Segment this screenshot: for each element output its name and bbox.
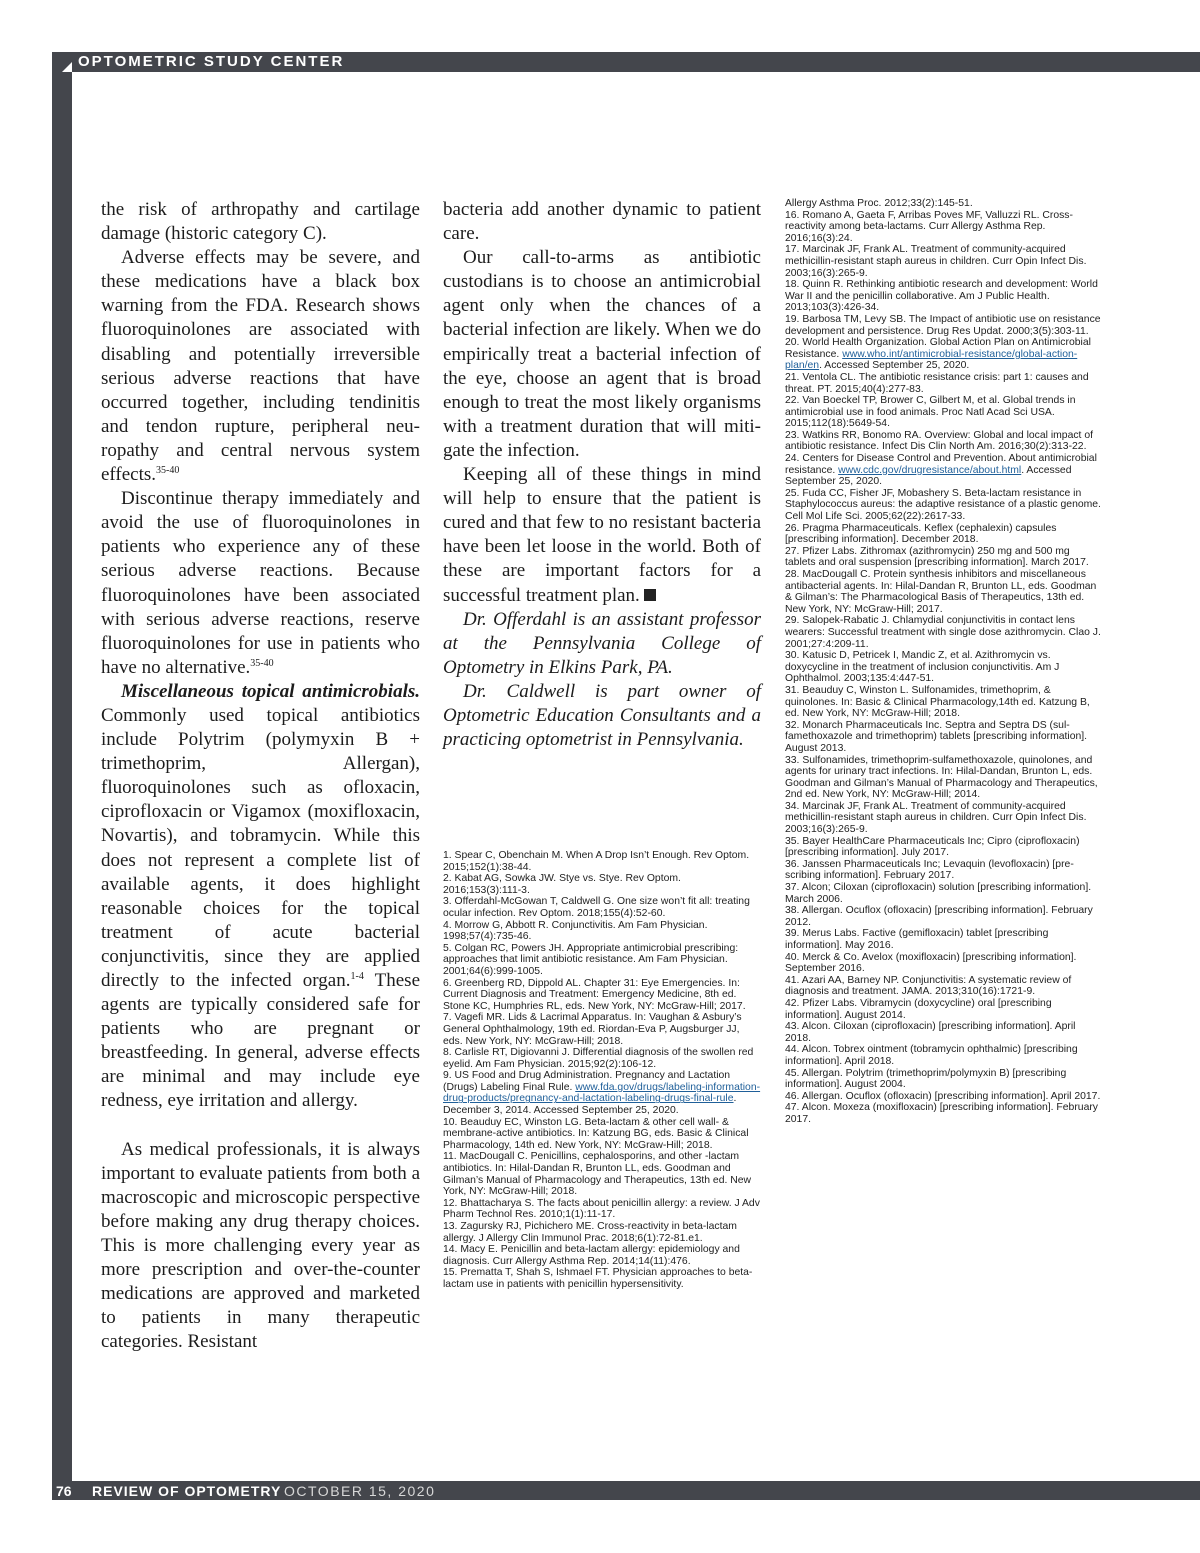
reference-item: 36. Janssen Pharmaceuticals Inc; Levaquin (levofloxacin) [prescribing information]. February 2017. [785, 858, 1074, 882]
reference-item: 44. Alcon. Tobrex ointment (tobramycin ophthalmic) [prescribing information]. April 2018. [785, 1044, 1078, 1067]
reference-item: 1. Spear C, Obenchain M. When A Drop Isn’t Enough. Rev Optom. 2015;152(1):38-44. [443, 850, 750, 873]
reference-link[interactable]: www.fda.gov/drugs/labeling-information-drug-products/pregnancy-and-lactation-labeling-drugs-final-rule [443, 1081, 761, 1105]
paragraph: bacteria add another dynamic to patient care. [443, 199, 761, 245]
reference-link[interactable]: www.who.int/antimicrobial-resistance/global-action-plan/en [785, 348, 1078, 372]
reference-item: 34. Marcinak JF, Frank AL. Treatment of community-acquired methicillin-resistant staph aureus in children. Curr Opin Infect Dis. 2003;16(3):265-9. [785, 800, 1087, 836]
reference-item: 22. Van Boeckel TP, Brower C, Gilbert M, et al. Global trends in antimicrobial use in food animals. Proc Natl Acad Sci USA. 2015;112(18):5649-54. [785, 395, 1076, 430]
reference-item: 8. Carlisle RT, Digiovanni J. Differential diagnosis of the swollen red eyelid. Am Fam Physician. 2015;92(2):106-12. [443, 1047, 754, 1070]
reference-item: 15. Prematta T, Shah S, Ishmael FT. Physician approaches to beta-lactam use in patients with penicillin hypersensitivity. [443, 1267, 753, 1290]
reference-item: 6. Greenberg RD, Dippold AL. Chapter 31: Eye Emergencies. In: Current Diagnosis and Treatment: Emergency Medicine, 8th ed. Stone KC, Humphries RL, eds. New York, NY: McGraw-Hill; 2017. [443, 977, 746, 1012]
reference-item: 14. Macy E. Penicillin and beta-lactam allergy: epidemiology and diagnosis. Curr Allergy Asthma Rep. 2014;14(11):476. [443, 1244, 740, 1267]
end-mark-icon [644, 589, 656, 601]
reference-item: 13. Zagursky RJ, Pichichero ME. Cross-reactivity in beta-lactam allergy. J Allergy Clin Immunol Prac. 2018;6(1):72-81.e1. [443, 1221, 737, 1244]
reference-item: 28. MacDougall C. Protein synthesis inhibitors and miscellaneous antibacterial agents. In: Hilal-Dandan R, Brunton LL, eds. Goodman & Gilman’s: The Pharmacological Basis of Therapeutics, 13th ed. New York, NY: McGraw-Hill; 2017. [785, 569, 1097, 615]
paragraph: Keeping all of these things in mind will help to ensure that the patient is cured and that few to no resistant bacteria have been let loose in the world. Both of these are important factors for a successful treatment plan. [443, 464, 761, 606]
side-bar [52, 52, 72, 1500]
author-bio: Dr. Caldwell is part owner of Optometric Education Consultants and a practicing optometrist in Pennsylvania. [443, 680, 761, 751]
paragraph: Discontinue therapy immediately and avoid the use of fluoroquinolones in patients who experience any of these serious adverse reactions. Because fluoroquinolones have been associated with serious adverse reactions, reserve fluoroquinolones for use in patients who have no alternative.$^{35-40}$ [101, 488, 420, 678]
reference-item: 41. Azari AA, Barney NP. Conjunctivitis: A systematic review of diagnosis and treatment. JAMA. 2013;310(16):1721-9. [785, 974, 1072, 998]
citation: 35-40 [250, 657, 274, 669]
reference-item: 10. Beauduy EC, Winston LG. Beta-lactam & other cell wall- & membrane-active antibiotics. In: Katzung BG, eds. Basic & Clinical Pharmacology, 14th ed. New York, NY: McGraw-Hill; 2018. [443, 1116, 749, 1151]
author-bio: Dr. Offerdahl is an assistant professor at the Pennsylvania College of Optometry in Elkins Park, PA. [443, 608, 761, 678]
reference-item: 37. Alcon; Ciloxan (ciprofloxacin) solution [prescribing information]. March 2006. [785, 882, 1092, 905]
reference-item: 26. Pragma Pharmaceuticals. Keflex (cephalexin) capsules [prescribing information]. December 2018. [785, 522, 1057, 546]
reference-item: 19. Barbosa TM, Levy SB. The Impact of antibiotic use on resistance development and persistence. Drug Res Updat. 2000;3(5):303-11. [785, 313, 1101, 337]
publication-date: OCTOBER 15, 2020 [284, 1483, 436, 1499]
reference-item: 29. Salopek-Rabatic J. Chlamydial conjunctivitis in contact lens wearers: Successful treatment with single dose azithromycin. Clao J. 2001;27:4:209-11. [785, 615, 1101, 650]
reference-item: 16. Romano A, Gaeta F, Arribas Poves MF, Valluzzi RL. Cross-reactivity among beta-lactams. Curr Allergy Asthma Rep. 2016;16(3):24. [785, 209, 1073, 244]
citation: 1-4 [350, 971, 364, 982]
reference-item: 46. Allergan. Ocuflox (ofloxacin) [prescribing information]. April 2017. [785, 1090, 1101, 1102]
reference-item: 11. MacDougall C. Penicillins, cephalosporins, and other -lactam antibiotics. In: Hilal-Dandan R, Brunton LL, eds. Goodman and Gilman’s Manual of Pharmacology and Therapeutics, 13th ed. New York, NY: McGraw-Hill; 2018. [443, 1151, 752, 1198]
reference-item: 35. Bayer HealthCare Pharmaceuticals Inc; Cipro (ciprofloxacin) [prescribing information]. July 2017. [785, 835, 1080, 859]
reference-item: 5. Colgan RC, Powers JH. Appropriate antimicrobial prescribing: approaches that limit antibiotic resistance. Am Fam Physician. 2001;64(6):999-1005. [443, 942, 739, 977]
reference-item: 31. Beauduy C, Winston L. Sulfonamides, trimethoprim, & quinolones. In: Basic & Clinical Pharmacology,14th ed. Katzung B, ed. New York, NY: McGraw-Hill; 2018. [785, 684, 1090, 720]
reference-item: 20. World Health Organization. Global Action Plan on Antimicrobial Resistance. www.who.int/antimicrobial-resistance/global-action-plan/en. Accessed September 25, 2020. [785, 337, 1091, 372]
reference-item: 38. Allergan. Ocuflox (ofloxacin) [prescribing information]. February 2012. [785, 905, 1093, 928]
footer [52, 1481, 1200, 1500]
article-column-1 [101, 198, 420, 1354]
references-list [443, 850, 761, 1291]
reference-item: 40. Merck & Co. Avelox (moxifloxacin) [prescribing information]. September 2016. [785, 951, 1077, 975]
section-title: OPTOMETRIC STUDY CENTER [78, 53, 345, 70]
reference-item: 39. Merus Labs. Factive (gemifloxacin) tablet [prescribing information]. May 2016. [785, 928, 1049, 951]
reference-item: 4. Morrow G, Abbott R. Conjunctivitis. Am Fam Physician. 1998;57(4):735-46. [443, 919, 708, 943]
paragraph: As medical professionals, it is always important to evaluate patients from both a macroscopic and microscopic perspective before making any drug therapy choices. This is more challenging every year as more prescription and over-the-counter medications are approved and marketed to patients in many therapeutic categories. Resistant [101, 1138, 420, 1353]
reference-item: 24. Centers for Disease Control and Prevention. About antimicrobial resistance. www.cdc.gov/drugresistance/about.html. Accessed September 25, 2020. [785, 453, 1097, 488]
reference-item: 9. US Food and Drug Administration. Pregnancy and Lactation (Drugs) Labeling Final Rule. www.fda.gov/drugs/labeling-information-drug-products/pregnancy-and-lactation-labeling-drugs-final-rule. December 3, 2014. Accessed September 25, 2020. [443, 1070, 761, 1117]
reference-item: 32. Monarch Pharmaceuticals Inc. Septra and Septra DS (sulfamethoxazole and trimethoprim) tablets [prescribing information]. August 2013. [785, 719, 1088, 754]
reference-item: 18. Quinn R. Rethinking antibiotic research and development: World War II and the penicillin collaborative. Am J Public Health. 2013;103(3):426-34. [785, 279, 1098, 314]
corner-triangle-icon [62, 62, 72, 72]
subheading: Miscellaneous topical antimicrobials. [121, 680, 420, 702]
reference-item: 42. Pfizer Labs. Vibramycin (doxycycline) oral [prescribing information]. August 2014. [785, 997, 1052, 1021]
page-number: 76 [56, 1483, 72, 1499]
reference-item: 23. Watkins RR, Bonomo RA. Overview: Global and local impact of antibiotic resistance. Infect Dis Clin North Am. 2016;30(2):313-22. [785, 429, 1093, 453]
references-list [785, 198, 1103, 1126]
reference-item: 21. Ventola CL. The antibiotic resistance crisis: part 1: causes and threat. PT. 2015;40(4):277-83. [785, 371, 1089, 395]
article-column-2 [443, 198, 761, 752]
publication-name: REVIEW OF OPTOMETRY [92, 1483, 282, 1499]
reference-item: 25. Fuda CC, Fisher JF, Mobashery S. Beta-lactam resistance in Staphylococcus aureus: the adaptive resistance of a plastic genome. Cell Mol Life Sci. 2005;62(22):2617-33. [785, 487, 1101, 523]
reference-item: Allergy Asthma Proc. 2012;33(2):145-51. [785, 198, 973, 209]
reference-item: 7. Vagefi MR. Lids & Lacrimal Apparatus. In: Vaughan & Asbury’s General Ophthalmology, 19th ed. Riordan-Eva P, Augsburger JJ, eds. New York, NY: McGraw-Hill; 2018. [443, 1012, 742, 1047]
citation: 35-40 [156, 465, 180, 477]
reference-item: 17. Marcinak JF, Frank AL. Treatment of community-acquired methicillin-resistant staph aureus in children. Curr Opin Infect Dis. 2003;16(3):265-9. [785, 244, 1087, 279]
reference-item: 3. Offerdahl-McGowan T, Caldwell G. One size won’t fit all: treating ocular infection. Rev Optom. 2018;155(4):52-60. [443, 896, 750, 919]
reference-link[interactable]: www.cdc.gov/drugresistance/about.html [838, 464, 1022, 476]
paragraph: the risk of arthropathy and cartilage damage (historic category C). [101, 199, 420, 245]
paragraph: Adverse effects may be severe, and these medications have a black box warning from the FDA. Research shows fluoroquinolones are associated with disabling and potentially irreversible serious adverse reactions that have occurred together, including tendinitis and tendon rupture, peripheral neuropathy and central nervous system effects.$^{35-40}$ [101, 247, 420, 486]
paragraph: Miscellaneous topical antimicrobials. Commonly used topical antibiotics include Polytrim (polymyxin B + trimethoprim, Allergan), fluoroquinolones such as ofloxacin, ciprofloxacin or Vigamox (moxifloxacin, Novartis), and tobramycin. While this does not represent a complete list of available agents, it does highlight reasonable choices for the topical treatment of acute bacterial conjunctivitis, since they are applied directly to the infected organ.$^{1-4}$ These agents are typically considered safe for patients who are pregnant or breastfeeding. In general, adverse effects are minimal and may include eye redness, eye irritation and allergy. [101, 680, 421, 1112]
reference-item: 45. Allergan. Polytrim (trimethoprim/polymyxin B) [prescribing information]. August 2004. [785, 1067, 1067, 1091]
reference-item: 2. Kabat AG, Sowka JW. Stye vs. Stye. Rev Optom. 2016;153(3):111-3. [443, 873, 681, 896]
reference-item: 30. Katusic D, Petricek I, Mandic Z, et al. Azithromycin vs. doxycycline in the treatment of inclusion conjunctivitis. Am J Ophthalmol. 2003;135:4:447-51. [785, 650, 1060, 685]
reference-item: 33. Sulfonamides, trimethoprim-sulfamethoxazole, quinolones, and agents for urinary tract infections. In: Hilal-Dandan, Brunton L, eds. Goodman and Gilman’s Manual of Pharmacology and Therapeutics, 2nd ed. New York, NY: McGraw-Hill; 2014. [785, 754, 1098, 801]
reference-item: 43. Alcon. Ciloxan (ciprofloxacin) [prescribing information]. April 2018. [785, 1021, 1076, 1044]
reference-item: 47. Alcon. Moxeza (moxifloxacin) [prescribing information]. February 2017. [785, 1102, 1099, 1125]
reference-item: 12. Bhattacharya S. The facts about penicillin allergy: a review. J Adv Pharm Technol Res. 2010;1(1):11-17. [443, 1197, 760, 1221]
paragraph: Our call-to-arms as antibiotic custodians is to choose an antimicrobial agent only when the chances of a bacterial infection are likely. When we do empirically treat a bacterial infection of the eye, choose an agent that is broad enough to treat the most likely organisms with a treatment duration that will mitigate the infection. [443, 247, 761, 461]
reference-item: 27. Pfizer Labs. Zithromax (azithromycin) 250 mg and 500 mg tablets and oral suspension [prescribing information]. March 2017. [785, 545, 1089, 569]
